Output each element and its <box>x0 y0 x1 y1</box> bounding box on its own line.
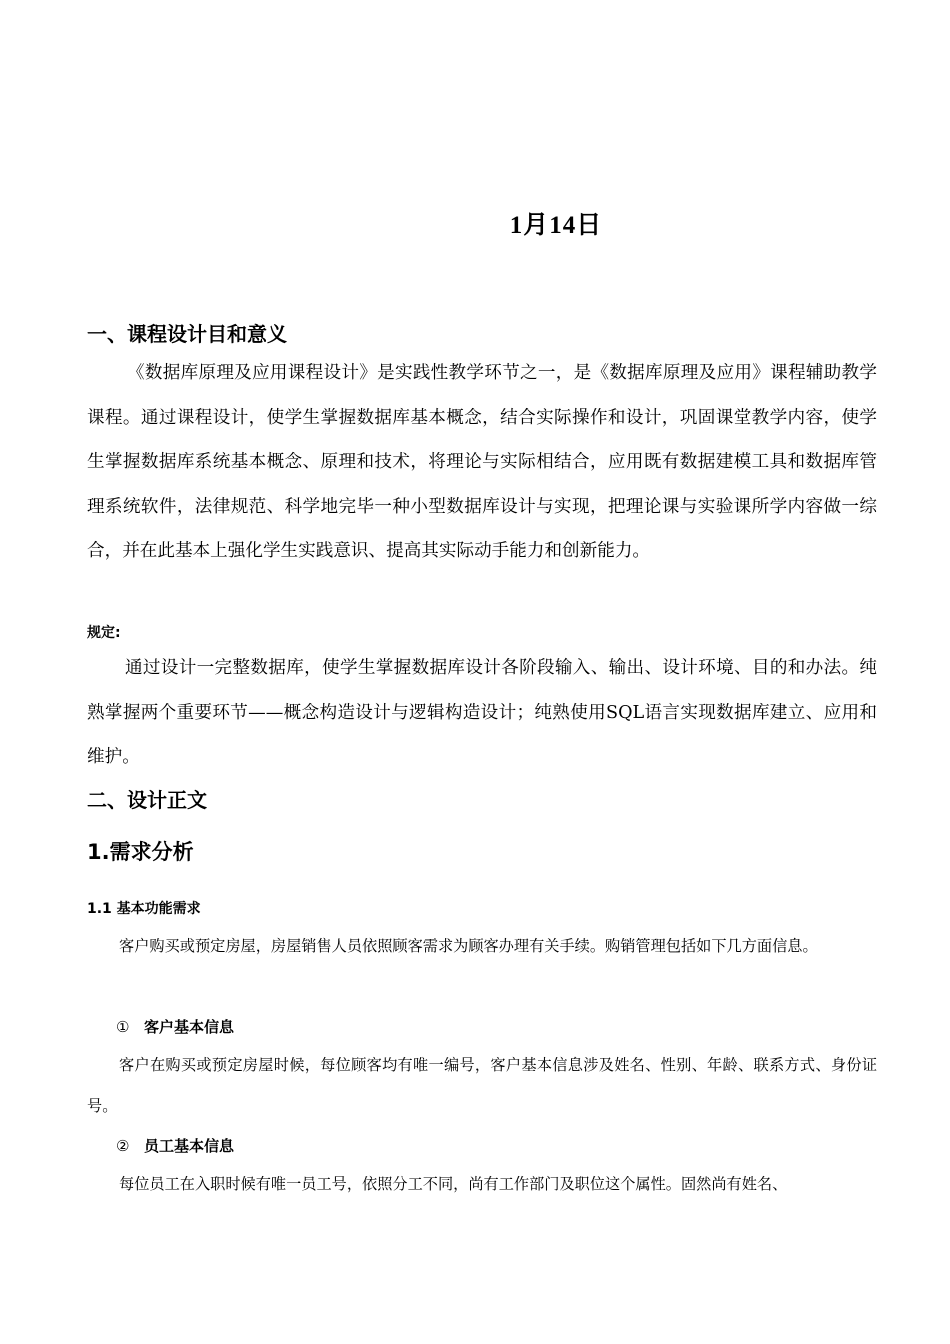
list-item-employee-info <box>116 1135 234 1156</box>
purpose-paragraph: 《数据库原理及应用课程设计》是实践性教学环节之一，是《数据库原理及应用》课程辅助教学课程。通过课程设计，使学生掌握数据库基本概念，结合实际操作和设计，巩固课堂教学内容，使学生掌握数据库系统基本概念、原理和技术，将理论与实际相结合，应用既有数据建模工具和数据库管理系统软件，法律规范、科学地完毕一种小型数据库设计与实现，把理论课与实验课所学内容做一综合，并在此基本上强化学生实践意识、提高其实际动手能力和创新能力。 <box>87 363 877 561</box>
list-item-customer-info <box>116 1016 234 1037</box>
requirements-intro-paragraph: 客户购买或预定房屋，房屋销售人员依照顾客需求为顾客办理有关手续。购销管理包括如下几方面信息。 <box>119 937 818 955</box>
customer-info-paragraph: 客户在购买或预定房屋时候，每位顾客均有唯一编号，客户基本信息涉及姓名、性别、年龄、联系方式、身份证号。 <box>87 1056 877 1115</box>
employee-info-paragraph: 每位员工在入职时候有唯一员工号，依照分工不同，尚有工作部门及职位这个属性。固然尚有姓名、 <box>119 1175 788 1193</box>
subsection-heading-basic-requirements: 1.1 基本功能需求 <box>87 901 201 917</box>
item-title: 员工基本信息 <box>144 1137 235 1155</box>
subheading-requirements-analysis: 1.需求分析 <box>87 840 194 864</box>
item-number: ② <box>116 1137 130 1155</box>
item-title: 客户基本信息 <box>144 1018 235 1036</box>
requirement-label: 规定: <box>87 625 121 641</box>
document-date: 1月14日 <box>509 212 603 239</box>
section-heading-body: 二、设计正文 <box>87 788 207 812</box>
section-heading-purpose: 一、课程设计目和意义 <box>87 322 287 346</box>
item-number: ① <box>116 1018 130 1036</box>
requirement-paragraph: 通过设计一完整数据库，使学生掌握数据库设计各阶段输入、输出、设计环境、目的和办法。纯熟掌握两个重要环节——概念构造设计与逻辑构造设计；纯熟使用SQL语言实现数据库建立、应用和维护。 <box>87 658 877 767</box>
